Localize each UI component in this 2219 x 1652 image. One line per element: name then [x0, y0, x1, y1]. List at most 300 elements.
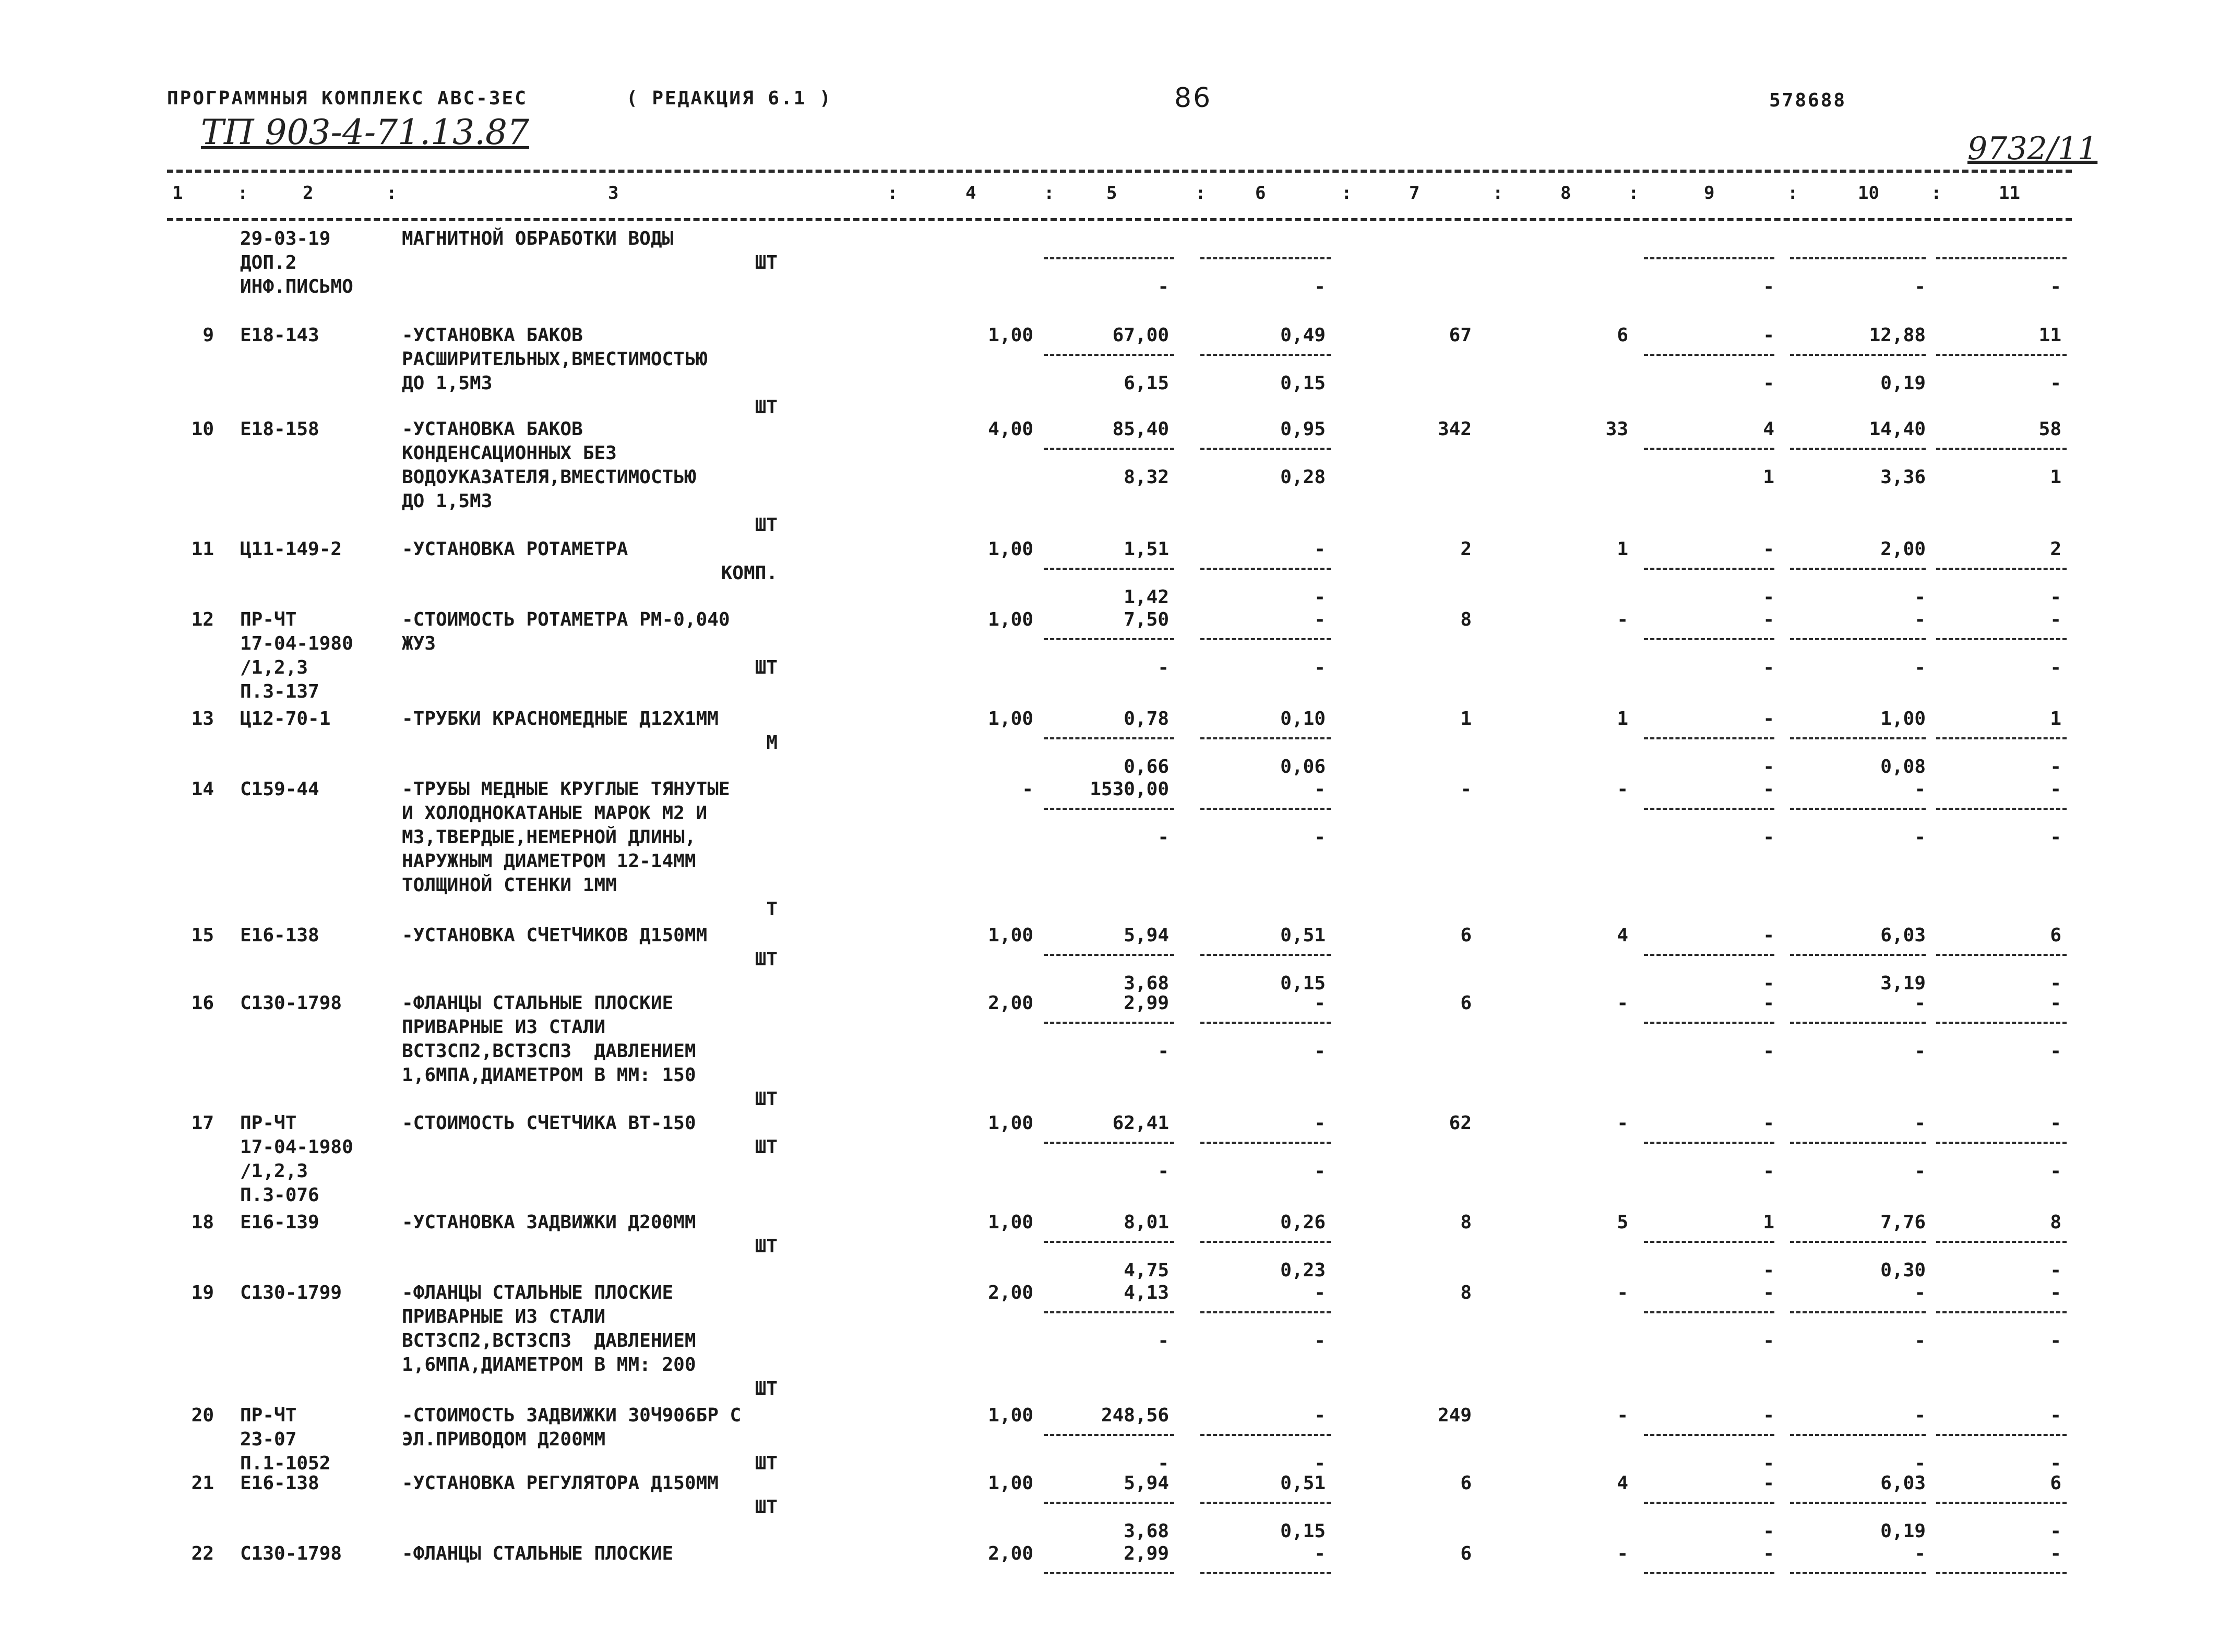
- cell-divider-rule: [1790, 257, 1926, 259]
- row-number: 16: [191, 992, 214, 1014]
- unit-cost-wages: -: [1158, 1453, 1169, 1474]
- cell-divider-rule: [1936, 568, 2067, 570]
- norm-code: Ц12-70-1: [240, 708, 331, 729]
- machine-cost-wages: 0,15: [1280, 373, 1326, 394]
- total-machine: -: [1763, 1405, 1774, 1426]
- cell-divider-rule: [1936, 808, 2067, 810]
- total-labor-machinists: -: [2050, 276, 2061, 297]
- total-machine: -: [1763, 538, 1774, 560]
- work-name: -УСТАНОВКА ЗАДВИЖКИ Д200ММ: [402, 1212, 696, 1233]
- labor-costs-machinists: -: [1914, 827, 1926, 848]
- cell-divider-rule: [1936, 354, 2067, 356]
- cell-divider-rule: [1790, 1241, 1926, 1243]
- cell-divider-rule: [1044, 257, 1174, 259]
- column-separator: :: [1044, 183, 1055, 203]
- quantity: 4,00: [988, 418, 1033, 440]
- labor-costs: 7,76: [1880, 1212, 1926, 1233]
- total-wages: 5: [1617, 1212, 1628, 1233]
- header-bottom-rule: [167, 218, 2072, 221]
- cell-divider-rule: [1200, 568, 1331, 570]
- cell-divider-rule: [1936, 638, 2067, 640]
- norm-code: Ц11-149-2: [240, 538, 342, 560]
- total-cost: 6: [1460, 925, 1472, 946]
- total-labor: -: [2050, 1112, 2061, 1134]
- cell-divider-rule: [1936, 257, 2067, 259]
- work-name: -ФЛАНЦЫ СТАЛЬНЫЕ ПЛОСКИЕ: [402, 992, 674, 1014]
- total-machine-wages: -: [1763, 1160, 1774, 1182]
- row-number: 19: [191, 1282, 214, 1303]
- unit-cost: 2,99: [1124, 992, 1169, 1014]
- norm-code: /1,2,3: [240, 657, 308, 678]
- cell-divider-rule: [1644, 1502, 1774, 1504]
- total-machine-wages: 1: [1763, 466, 1774, 488]
- work-name: ДО 1,5М3: [402, 490, 493, 512]
- cell-divider-rule: [1644, 1434, 1774, 1436]
- work-name: -УСТАНОВКА РОТАМЕТРА: [402, 538, 628, 560]
- total-cost: -: [1460, 779, 1472, 800]
- unit-of-measure: ШТ: [755, 1378, 778, 1399]
- unit-cost-wages: -: [1158, 276, 1169, 297]
- work-name: ПРИВАРНЫЕ ИЗ СТАЛИ: [402, 1306, 606, 1327]
- work-name: РАСШИРИТЕЛЬНЫХ,ВМЕСТИМОСТЬЮ: [402, 349, 708, 370]
- total-labor-machinists: -: [2050, 373, 2061, 394]
- total-labor-machinists: -: [2050, 1040, 2061, 1062]
- total-machine-wages: -: [1763, 1260, 1774, 1281]
- cell-divider-rule: [1200, 1502, 1331, 1504]
- machine-cost-wages: 0,15: [1280, 973, 1326, 994]
- total-labor: 6: [2050, 1473, 2061, 1494]
- labor-costs-machinists: 3,36: [1880, 466, 1926, 488]
- cell-divider-rule: [1044, 1241, 1174, 1243]
- total-wages: 1: [1617, 708, 1628, 729]
- work-name: -СТОИМОСТЬ СЧЕТЧИКА ВТ-150: [402, 1112, 696, 1134]
- machine-cost: -: [1314, 1405, 1326, 1426]
- total-labor: 6: [2050, 925, 2061, 946]
- row-number: 9: [202, 325, 214, 346]
- quantity: 1,00: [988, 1405, 1033, 1426]
- cell-divider-rule: [1936, 1311, 2067, 1313]
- cell-divider-rule: [1044, 448, 1174, 450]
- total-labor: -: [2050, 992, 2061, 1014]
- cell-divider-rule: [1790, 954, 1926, 956]
- unit-cost: 4,13: [1124, 1282, 1169, 1303]
- unit-of-measure: ШТ: [755, 1453, 778, 1474]
- work-name: ЖУЗ: [402, 633, 436, 654]
- total-machine: -: [1763, 992, 1774, 1014]
- cell-divider-rule: [1200, 1022, 1331, 1024]
- quantity: 1,00: [988, 708, 1033, 729]
- labor-costs: 12,88: [1869, 325, 1926, 346]
- total-wages: -: [1617, 1405, 1628, 1426]
- cell-divider-rule: [1044, 737, 1174, 739]
- cell-divider-rule: [1790, 354, 1926, 356]
- work-name: 1,6МПА,ДИАМЕТРОМ В ММ: 200: [402, 1354, 696, 1375]
- total-wages: 33: [1605, 418, 1628, 440]
- cell-divider-rule: [1936, 1241, 2067, 1243]
- labor-costs-machinists: -: [1914, 1160, 1926, 1182]
- work-name: НАРУЖНЫМ ДИАМЕТРОМ 12-14ММ: [402, 851, 696, 872]
- total-machine-wages: -: [1763, 657, 1774, 678]
- cell-divider-rule: [1936, 737, 2067, 739]
- total-machine: -: [1763, 708, 1774, 729]
- total-wages: 6: [1617, 325, 1628, 346]
- machine-cost-wages: -: [1314, 657, 1326, 678]
- unit-of-measure: ШТ: [755, 657, 778, 678]
- total-wages: -: [1617, 1112, 1628, 1134]
- cell-divider-rule: [1200, 954, 1331, 956]
- norm-code: ДОП.2: [240, 252, 297, 273]
- column-separator: :: [1931, 183, 1942, 203]
- column-number-6: 6: [1255, 183, 1266, 203]
- total-labor-machinists: -: [2050, 1160, 2061, 1182]
- total-cost: 2: [1460, 538, 1472, 560]
- work-name: ПРИВАРНЫЕ ИЗ СТАЛИ: [402, 1016, 606, 1038]
- cell-divider-rule: [1936, 1502, 2067, 1504]
- labor-costs: -: [1914, 779, 1926, 800]
- cell-divider-rule: [1044, 954, 1174, 956]
- cell-divider-rule: [1644, 1142, 1774, 1144]
- total-machine-wages: -: [1763, 973, 1774, 994]
- unit-cost-wages: -: [1158, 827, 1169, 848]
- unit-cost-wages: 3,68: [1124, 973, 1169, 994]
- unit-cost: 67,00: [1112, 325, 1169, 346]
- cell-divider-rule: [1936, 448, 2067, 450]
- labor-costs-machinists: -: [1914, 1040, 1926, 1062]
- row-number: 11: [191, 538, 214, 560]
- machine-cost: -: [1314, 1282, 1326, 1303]
- machine-cost: -: [1314, 992, 1326, 1014]
- cell-divider-rule: [1200, 354, 1331, 356]
- machine-cost: 0,51: [1280, 1473, 1326, 1494]
- row-number: 13: [191, 708, 214, 729]
- row-number: 12: [191, 609, 214, 630]
- labor-costs: -: [1914, 1543, 1926, 1564]
- work-name: ВОДОУКАЗАТЕЛЯ,ВМЕСТИМОСТЬЮ: [402, 466, 696, 488]
- edition-label: ( РЕДАКЦИЯ 6.1 ): [626, 88, 832, 109]
- cell-divider-rule: [1200, 638, 1331, 640]
- machine-cost: -: [1314, 1112, 1326, 1134]
- cell-divider-rule: [1790, 1142, 1926, 1144]
- cell-divider-rule: [1790, 737, 1926, 739]
- cell-divider-rule: [1200, 1572, 1331, 1574]
- cell-divider-rule: [1044, 1502, 1174, 1504]
- total-cost: 67: [1449, 325, 1472, 346]
- cell-divider-rule: [1936, 1434, 2067, 1436]
- work-name: -УСТАНОВКА БАКОВ: [402, 418, 583, 440]
- cell-divider-rule: [1790, 1311, 1926, 1313]
- total-cost: 62: [1449, 1112, 1472, 1134]
- cell-divider-rule: [1644, 954, 1774, 956]
- work-name: -ФЛАНЦЫ СТАЛЬНЫЕ ПЛОСКИЕ: [402, 1282, 674, 1303]
- total-labor: -: [2050, 1543, 2061, 1564]
- total-machine-wages: -: [1763, 827, 1774, 848]
- cell-divider-rule: [1200, 808, 1331, 810]
- cell-divider-rule: [1200, 1434, 1331, 1436]
- cell-divider-rule: [1044, 1022, 1174, 1024]
- total-machine-wages: -: [1763, 1330, 1774, 1351]
- unit-cost-wages: -: [1158, 657, 1169, 678]
- total-machine: -: [1763, 779, 1774, 800]
- total-machine-wages: -: [1763, 756, 1774, 777]
- quantity: 1,00: [988, 1212, 1033, 1233]
- quantity: 2,00: [988, 1543, 1033, 1564]
- norm-code: С159-44: [240, 779, 319, 800]
- norm-code: 17-04-1980: [240, 1136, 353, 1158]
- column-number-2: 2: [303, 183, 314, 203]
- total-cost: 249: [1437, 1405, 1472, 1426]
- total-machine: -: [1763, 325, 1774, 346]
- cell-divider-rule: [1044, 808, 1174, 810]
- total-machine: -: [1763, 925, 1774, 946]
- cell-divider-rule: [1044, 638, 1174, 640]
- total-labor-machinists: -: [2050, 1453, 2061, 1474]
- machine-cost: 0,95: [1280, 418, 1326, 440]
- unit-of-measure: КОМП.: [721, 562, 778, 584]
- total-wages: 4: [1617, 1473, 1628, 1494]
- labor-costs: 6,03: [1880, 1473, 1926, 1494]
- cell-divider-rule: [1200, 1311, 1331, 1313]
- unit-cost: 5,94: [1124, 925, 1169, 946]
- work-name: -УСТАНОВКА СЧЕТЧИКОВ Д150ММ: [402, 925, 708, 946]
- cell-divider-rule: [1644, 1311, 1774, 1313]
- quantity: 1,00: [988, 538, 1033, 560]
- column-separator: :: [1787, 183, 1798, 203]
- norm-code: /1,2,3: [240, 1160, 308, 1182]
- norm-code: Е16-139: [240, 1212, 319, 1233]
- cell-divider-rule: [1936, 954, 2067, 956]
- unit-cost-wages: 4,75: [1124, 1260, 1169, 1281]
- cell-divider-rule: [1936, 1572, 2067, 1574]
- unit-of-measure: М: [766, 732, 778, 753]
- cell-divider-rule: [1200, 1142, 1331, 1144]
- unit-of-measure: ШТ: [755, 1088, 778, 1110]
- unit-of-measure: ШТ: [755, 1236, 778, 1257]
- norm-code: 23-07: [240, 1429, 297, 1450]
- unit-cost-wages: 0,66: [1124, 756, 1169, 777]
- row-number: 22: [191, 1543, 214, 1564]
- machine-cost-wages: 0,06: [1280, 756, 1326, 777]
- total-labor-machinists: -: [2050, 1260, 2061, 1281]
- cell-divider-rule: [1644, 638, 1774, 640]
- norm-code: 29-03-19: [240, 228, 331, 249]
- machine-cost-wages: -: [1314, 1453, 1326, 1474]
- total-cost: 342: [1437, 418, 1472, 440]
- work-name: -СТОИМОСТЬ РОТАМЕТРА РМ-0,040: [402, 609, 730, 630]
- column-number-1: 1: [172, 183, 183, 203]
- cell-divider-rule: [1044, 1434, 1174, 1436]
- quantity: 1,00: [988, 1473, 1033, 1494]
- cell-divider-rule: [1200, 257, 1331, 259]
- unit-cost-wages: -: [1158, 1160, 1169, 1182]
- norm-code: ИНФ.ПИСЬМО: [240, 276, 353, 297]
- total-labor-machinists: -: [2050, 827, 2061, 848]
- labor-costs-machinists: 0,19: [1880, 1521, 1926, 1542]
- column-separator: :: [1628, 183, 1639, 203]
- cell-divider-rule: [1044, 568, 1174, 570]
- total-machine-wages: -: [1763, 1040, 1774, 1062]
- work-name: И ХОЛОДНОКАТАНЫЕ МАРОК М2 И: [402, 803, 708, 824]
- column-separator: :: [1195, 183, 1206, 203]
- machine-cost: -: [1314, 609, 1326, 630]
- total-wages: -: [1617, 609, 1628, 630]
- norm-code: 17-04-1980: [240, 633, 353, 654]
- labor-costs: -: [1914, 609, 1926, 630]
- total-wages: -: [1617, 992, 1628, 1014]
- cell-divider-rule: [1790, 638, 1926, 640]
- unit-cost-wages: 6,15: [1124, 373, 1169, 394]
- total-labor-machinists: -: [2050, 586, 2061, 608]
- cell-divider-rule: [1644, 354, 1774, 356]
- total-wages: 1: [1617, 538, 1628, 560]
- cell-divider-rule: [1790, 568, 1926, 570]
- unit-cost: 1530,00: [1090, 779, 1169, 800]
- column-separator: :: [887, 183, 898, 203]
- sheet-reference: 9732/11: [1967, 130, 2098, 167]
- labor-costs-machinists: 0,19: [1880, 373, 1926, 394]
- cell-divider-rule: [1644, 1572, 1774, 1574]
- work-name: М3,ТВЕРДЫЕ,НЕМЕРНОЙ ДЛИНЫ,: [402, 827, 696, 848]
- work-name: -УСТАНОВКА РЕГУЛЯТОРА Д150ММ: [402, 1473, 719, 1494]
- machine-cost-wages: -: [1314, 827, 1326, 848]
- norm-code: Е18-143: [240, 325, 319, 346]
- total-machine: 4: [1763, 418, 1774, 440]
- total-labor: 11: [2038, 325, 2061, 346]
- norm-code: П.3-076: [240, 1184, 319, 1206]
- column-separator: :: [386, 183, 397, 203]
- row-number: 17: [191, 1112, 214, 1134]
- work-name: ДО 1,5М3: [402, 373, 493, 394]
- total-machine-wages: -: [1763, 1521, 1774, 1542]
- total-labor: -: [2050, 609, 2061, 630]
- unit-of-measure: ШТ: [755, 1136, 778, 1158]
- work-name: ЭЛ.ПРИВОДОМ Д200ММ: [402, 1429, 606, 1450]
- labor-costs: -: [1914, 1282, 1926, 1303]
- cell-divider-rule: [1790, 1434, 1926, 1436]
- total-labor: -: [2050, 779, 2061, 800]
- machine-cost-wages: -: [1314, 276, 1326, 297]
- cell-divider-rule: [1644, 1241, 1774, 1243]
- total-machine-wages: -: [1763, 1453, 1774, 1474]
- total-cost: 6: [1460, 1473, 1472, 1494]
- cell-divider-rule: [1644, 568, 1774, 570]
- cell-divider-rule: [1790, 808, 1926, 810]
- machine-cost: 0,26: [1280, 1212, 1326, 1233]
- machine-cost-wages: 0,23: [1280, 1260, 1326, 1281]
- unit-of-measure: ШТ: [755, 1497, 778, 1518]
- work-name: ТОЛЩИНОЙ СТЕНКИ 1ММ: [402, 875, 617, 896]
- cell-divider-rule: [1644, 448, 1774, 450]
- total-labor: 2: [2050, 538, 2061, 560]
- total-labor-machinists: -: [2050, 1521, 2061, 1542]
- machine-cost: -: [1314, 538, 1326, 560]
- total-cost: 8: [1460, 609, 1472, 630]
- cell-divider-rule: [1644, 808, 1774, 810]
- total-labor: 1: [2050, 708, 2061, 729]
- column-separator: :: [237, 183, 248, 203]
- quantity: 2,00: [988, 1282, 1033, 1303]
- cell-divider-rule: [1044, 1142, 1174, 1144]
- total-cost: 6: [1460, 992, 1472, 1014]
- unit-of-measure: ШТ: [755, 252, 778, 273]
- cell-divider-rule: [1790, 1022, 1926, 1024]
- work-name: 1,6МПА,ДИАМЕТРОМ В ММ: 150: [402, 1064, 696, 1086]
- total-wages: -: [1617, 1543, 1628, 1564]
- norm-code: С130-1798: [240, 992, 342, 1014]
- column-number-5: 5: [1106, 183, 1117, 203]
- work-name: МАГНИТНОЙ ОБРАБОТКИ ВОДЫ: [402, 228, 674, 249]
- total-labor-machinists: -: [2050, 657, 2061, 678]
- norm-code: Е16-138: [240, 925, 319, 946]
- machine-cost-wages: -: [1314, 1160, 1326, 1182]
- total-labor-machinists: -: [2050, 973, 2061, 994]
- total-labor-machinists: -: [2050, 1330, 2061, 1351]
- norm-code: С130-1799: [240, 1282, 342, 1303]
- machine-cost-wages: 0,15: [1280, 1521, 1326, 1542]
- unit-cost-wages: 8,32: [1124, 466, 1169, 488]
- work-name: ВСТ3СП2,ВСТ3СП3 ДАВЛЕНИЕМ: [402, 1330, 696, 1351]
- unit-of-measure: Т: [766, 899, 778, 920]
- work-name: -УСТАНОВКА БАКОВ: [402, 325, 583, 346]
- column-number-3: 3: [608, 183, 619, 203]
- machine-cost-wages: -: [1314, 1330, 1326, 1351]
- machine-cost-wages: -: [1314, 1040, 1326, 1062]
- total-labor: -: [2050, 1405, 2061, 1426]
- cell-divider-rule: [1044, 1572, 1174, 1574]
- labor-costs: -: [1914, 992, 1926, 1014]
- norm-code: П.1-1052: [240, 1453, 331, 1474]
- unit-cost: 0,78: [1124, 708, 1169, 729]
- machine-cost: -: [1314, 779, 1326, 800]
- total-cost: 8: [1460, 1282, 1472, 1303]
- cell-divider-rule: [1790, 1572, 1926, 1574]
- cell-divider-rule: [1044, 1311, 1174, 1313]
- row-number: 10: [191, 418, 214, 440]
- cell-divider-rule: [1644, 257, 1774, 259]
- work-name: ВСТ3СП2,ВСТ3СП3 ДАВЛЕНИЕМ: [402, 1040, 696, 1062]
- labor-costs-machinists: -: [1914, 1330, 1926, 1351]
- total-machine: -: [1763, 1543, 1774, 1564]
- total-wages: -: [1617, 1282, 1628, 1303]
- row-number: 14: [191, 779, 214, 800]
- cell-divider-rule: [1200, 1241, 1331, 1243]
- total-machine-wages: -: [1763, 373, 1774, 394]
- work-name: -ТРУБКИ КРАСНОМЕДНЫЕ Д12Х1ММ: [402, 708, 719, 729]
- norm-code: ПР-ЧТ: [240, 1112, 297, 1134]
- row-number: 15: [191, 925, 214, 946]
- column-number-4: 4: [965, 183, 976, 203]
- unit-cost: 5,94: [1124, 1473, 1169, 1494]
- total-machine-wages: -: [1763, 276, 1774, 297]
- norm-code: ПР-ЧТ: [240, 609, 297, 630]
- norm-code: ПР-ЧТ: [240, 1405, 297, 1426]
- labor-costs: 2,00: [1880, 538, 1926, 560]
- column-separator: :: [1341, 183, 1352, 203]
- quantity: 2,00: [988, 992, 1033, 1014]
- total-machine: -: [1763, 609, 1774, 630]
- quantity: 1,00: [988, 325, 1033, 346]
- total-machine: -: [1763, 1112, 1774, 1134]
- total-labor-machinists: -: [2050, 756, 2061, 777]
- unit-of-measure: ШТ: [755, 514, 778, 536]
- column-number-11: 11: [1999, 183, 2020, 203]
- total-labor: -: [2050, 1282, 2061, 1303]
- total-machine: 1: [1763, 1212, 1774, 1233]
- total-cost: 8: [1460, 1212, 1472, 1233]
- unit-cost-wages: 3,68: [1124, 1521, 1169, 1542]
- unit-cost: 7,50: [1124, 609, 1169, 630]
- labor-costs: 14,40: [1869, 418, 1926, 440]
- cell-divider-rule: [1644, 737, 1774, 739]
